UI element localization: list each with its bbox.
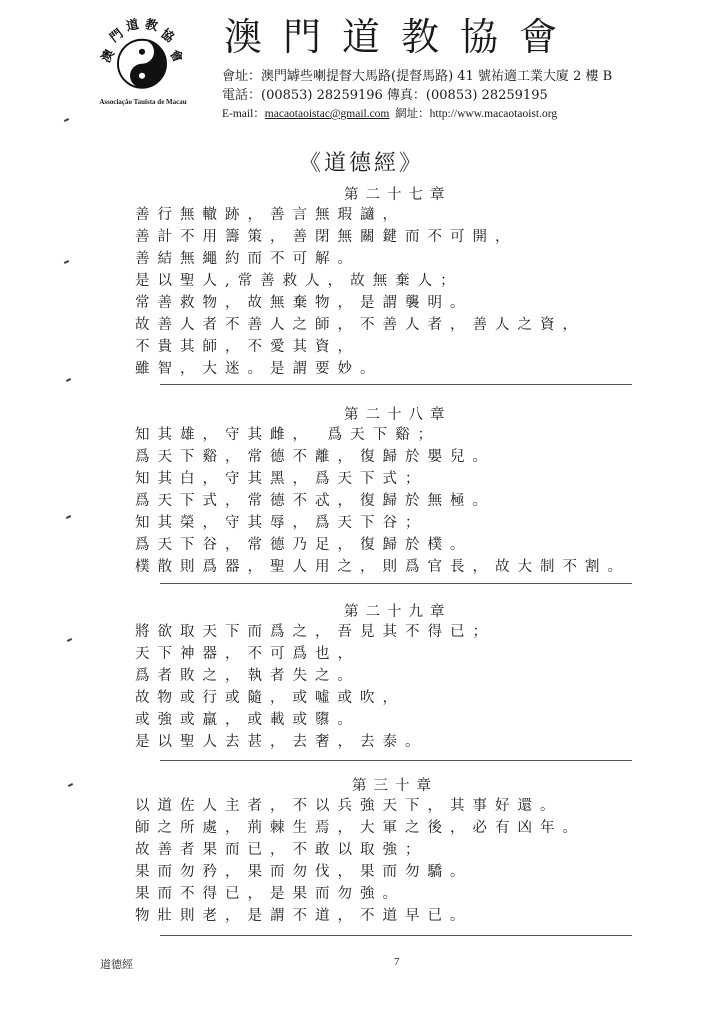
- footer-label: 道德經: [100, 958, 133, 971]
- email-label: E-mail：: [222, 108, 265, 120]
- verse-line: 以道佐人主者，不以兵強天下，其事好還。: [135, 798, 563, 814]
- verse-line: 將欲取天下而爲之，吾見其不得已；: [135, 624, 495, 640]
- address-line: 會址：澳門罅些喇提督大馬路(提督馬路) 41 號祐適工業大廈 2 樓 B: [222, 69, 613, 84]
- verse-line: 樸散則爲器，聖人用之，則爲官長，故大制不割。: [135, 559, 630, 575]
- verse-line: 爲者敗之，執者失之。: [135, 668, 360, 684]
- svg-text:道: 道: [124, 16, 141, 34]
- chapter-title: 第二十七章: [344, 187, 452, 203]
- chapter-divider: [160, 760, 632, 761]
- verse-line: 故善者果而已，不敢以取強；: [135, 842, 428, 858]
- phone-line: 電話：(00853) 28259196 傳真：(00853) 28259195: [222, 88, 548, 103]
- verse-line: 善計不用籌策，善閉無關鍵而不可開，: [135, 229, 518, 245]
- svg-text:門: 門: [106, 25, 126, 46]
- verse-line: 是以聖人,常善救人，故無棄人；: [135, 273, 463, 289]
- scan-mark: [64, 260, 69, 264]
- verse-line: 果而不得已，是果而勿強。: [135, 886, 405, 902]
- chapter-title: 第二十八章: [344, 407, 452, 423]
- chapter-divider: [160, 935, 632, 936]
- verse-line: 故物或行或隨，或噓或吹，: [135, 690, 405, 706]
- chapter-divider: [160, 583, 632, 584]
- verse-line: 是以聖人去甚，去奢，去泰。: [135, 734, 428, 750]
- verse-line: 故善人者不善人之師，不善人者，善人之資，: [135, 317, 585, 333]
- verse-line: 知其白，守其黑，爲天下式；: [135, 471, 428, 487]
- verse-line: 常善救物，故無棄物，是謂襲明。: [135, 295, 473, 311]
- scan-mark: [67, 638, 72, 642]
- verse-line: 不貴其師，不愛其資，: [135, 339, 360, 355]
- verse-line: 爲天下式，常德不忒，復歸於無極。: [135, 493, 495, 509]
- website-link[interactable]: 網址：http://www.macaotaoist.org: [395, 108, 558, 120]
- yin-yang-icon: [118, 40, 166, 88]
- verse-line: 善行無轍跡，善言無瑕讁，: [135, 207, 405, 223]
- scan-mark: [64, 118, 69, 122]
- svg-text:教: 教: [143, 16, 160, 34]
- document-title: 《道德經》: [298, 151, 424, 176]
- chapter-divider: [160, 384, 632, 385]
- scan-mark: [66, 515, 71, 519]
- verse-line: 爲天下谷，常德乃足，復歸於樸。: [135, 537, 473, 553]
- association-logo: [94, 10, 190, 106]
- verse-line: 果而勿矜，果而勿伐，果而勿驕。: [135, 864, 473, 880]
- chapter-title: 第二十九章: [344, 604, 452, 620]
- svg-text:會: 會: [167, 46, 187, 65]
- verse-line: 知其雄，守其雌， 爲天下谿；: [135, 427, 441, 443]
- verse-line: 師之所處，荊棘生焉，大軍之後，必有凶年。: [135, 820, 585, 836]
- verse-line: 天下神器，不可爲也，: [135, 646, 360, 662]
- verse-line: 善結無繩約而不可解。: [135, 251, 360, 267]
- verse-line: 或強或羸，或載或隳。: [135, 712, 360, 728]
- scan-mark: [68, 783, 73, 787]
- svg-text:協: 協: [158, 25, 178, 46]
- scan-mark: [66, 378, 71, 382]
- svg-text:澳: 澳: [97, 46, 117, 65]
- verse-line: 知其榮，守其辱，爲天下谷；: [135, 515, 428, 531]
- verse-line: 雖智，大迷。是謂要妙。: [135, 361, 383, 377]
- verse-line: 物壯則老，是謂不道，不道早已。: [135, 908, 473, 924]
- organization-name: 澳門道教協會: [224, 15, 579, 59]
- logo-caption: Associação Tauista de Macau: [99, 98, 187, 106]
- page-number: 7: [394, 956, 400, 968]
- email-link[interactable]: macaotaoistac@gmail.com: [264, 108, 390, 120]
- chapter-title: 第三十章: [352, 778, 438, 794]
- verse-line: 爲天下谿，常德不離，復歸於嬰兒。: [135, 449, 495, 465]
- contact-line: [222, 106, 557, 123]
